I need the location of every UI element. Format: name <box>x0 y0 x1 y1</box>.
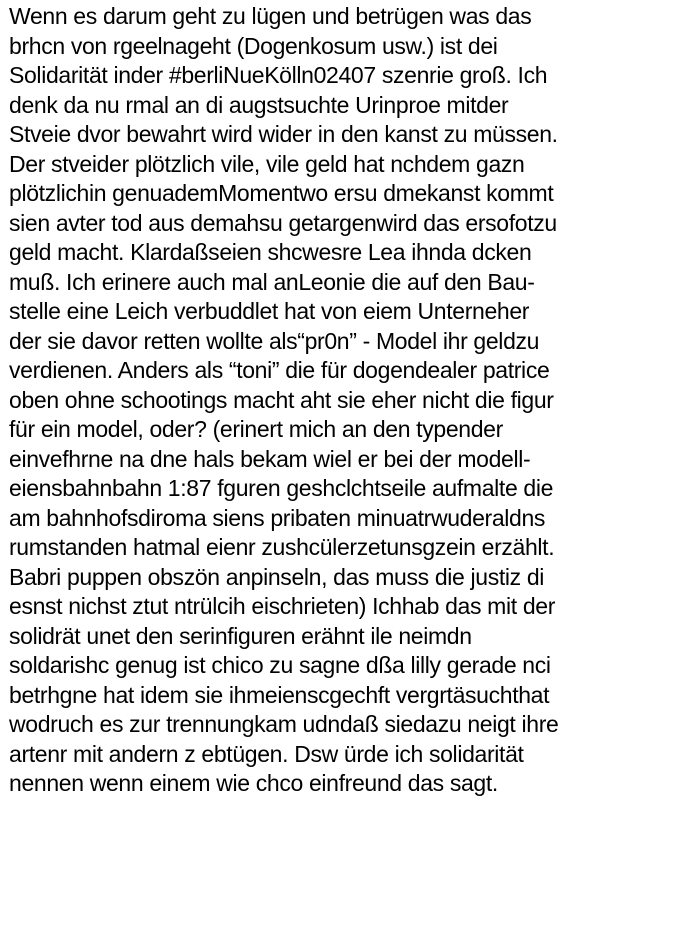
text-line-26: artenr mit andern z ebtügen. Dsw ürde ich solidarität <box>9 740 524 767</box>
text-line-14: oben ohne schootings macht aht sie eher nicht die figur <box>9 386 554 413</box>
text-line-24: betrhgne hat idem sie ihmeienscgechft vergrtäsuchthat <box>9 681 550 708</box>
text-line-6: Der stveider plötzlich vile, vile geld hat nchdem gazn <box>9 150 525 177</box>
text-line-9: geld macht. Klardaßseien shcwesre Lea ihnda dcken <box>9 239 532 265</box>
text-line-22: solidrät unet den serinfiguren erähnt ile neimdn <box>9 622 472 649</box>
text-line-21: esnst nichst ztut ntrülcih eischrieten) Ichhab das mit der <box>9 593 556 619</box>
text-line-23: soldarishc genug ist chico zu sagne dßa lilly gerade nci <box>9 652 551 678</box>
text-line-19: rumstanden hatmal eienr zushcülerzetunsgzein erzählt. <box>9 534 555 560</box>
text-line-27: nennen wenn einem wie chco einfreund das sagt. <box>9 770 498 796</box>
text-line-17: eiensbahnbahn 1:87 fguren geshclchtseile aufmalte die <box>9 475 554 501</box>
text-line-2: brhcn von rgeelnageht (Dogenkosum usw.) ist dei <box>9 32 498 59</box>
text-line-1: Wenn es darum geht zu lügen und betrügen was das <box>9 3 532 29</box>
text-line-15: für ein model, oder? (erinert mich an den typender <box>9 416 503 442</box>
text-line-12: der sie davor retten wollte als“pr0n” - Model ihr geldzu <box>9 327 540 354</box>
text-line-5: Stveie dvor bewahrt wird wider in den kanst zu müssen. <box>9 121 558 147</box>
text-line-13: verdienen. Anders als “toni” die für dogendealer patrice <box>9 357 550 383</box>
text-line-8: sien avter tod aus demahsu getargenwird das ersofotzu <box>9 209 557 236</box>
text-line-7: plötzlichin genuademMomentwo ersu dmekanst kommt <box>9 180 554 206</box>
text-line-16: einvefhrne na dne hals bekam wiel er bei der modell- <box>9 445 531 472</box>
text-line-3: Solidarität inder #berliNueKölln02407 szenrie groß. Ich <box>9 62 548 88</box>
text-line-25: wodruch es zur trennungkam udndaß siedazu neigt ihre <box>9 711 559 737</box>
text-line-10: muß. Ich erinere auch mal anLeonie die auf den Bau- <box>9 268 535 295</box>
text-line-20: Babri puppen obszön anpinseln, das muss die justiz di <box>9 563 545 590</box>
text-line-11: stelle eine Leich verbuddlet hat von eiem Unterneher <box>9 298 530 324</box>
text-line-4: denk da nu rmal an di augstsuchte Urinproe mitder <box>9 91 509 118</box>
text-line-18: am bahnhofsdiroma siens pribaten minuatrwuderaldns <box>9 504 546 531</box>
body-text <box>9 2 681 799</box>
